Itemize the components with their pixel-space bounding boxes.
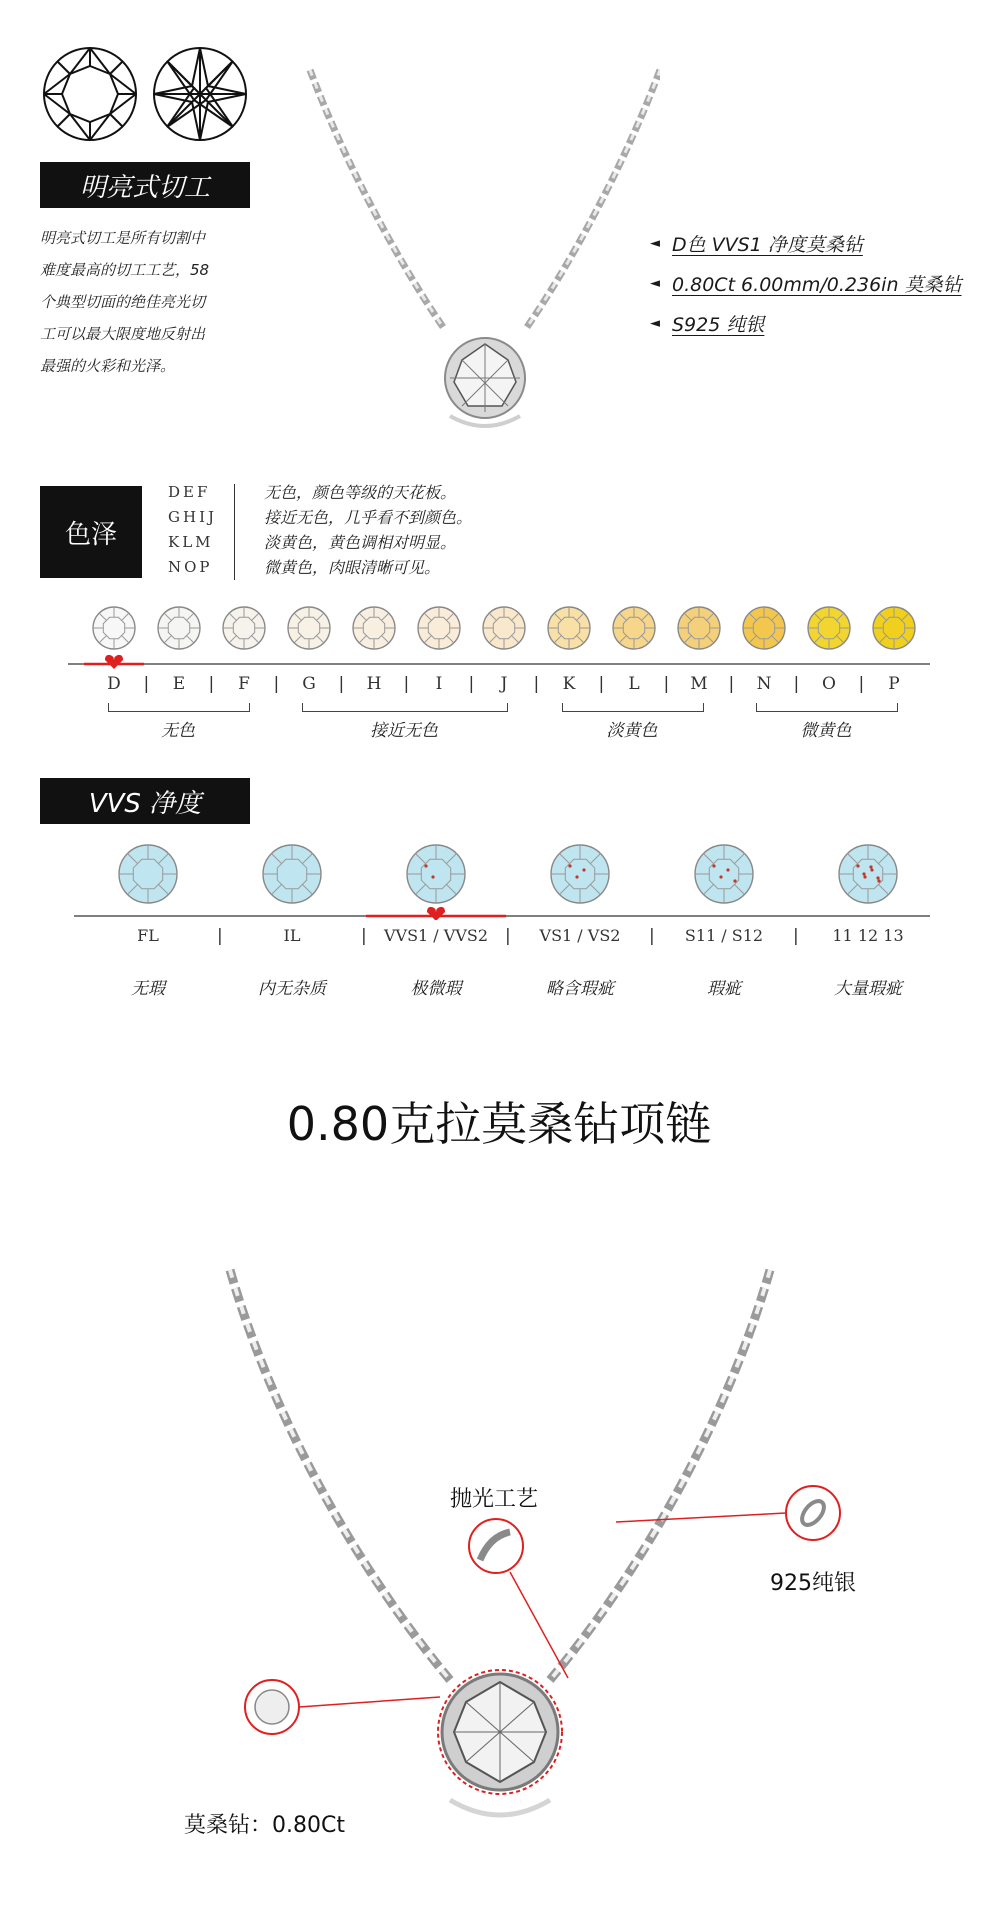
color-diamond bbox=[483, 607, 525, 649]
color-letter: K bbox=[562, 674, 576, 694]
color-description: 接近无色，几乎看不到颜色。 bbox=[264, 508, 473, 527]
clarity-diamond bbox=[119, 845, 177, 903]
color-description: 微黄色，肉眼清晰可见。 bbox=[264, 558, 441, 577]
cut-tag: 明亮式切工 bbox=[40, 162, 250, 208]
clarity-separator: | bbox=[505, 926, 511, 946]
clarity-name: 略含瑕疵 bbox=[546, 979, 614, 999]
color-letter: J bbox=[500, 674, 508, 694]
color-description: 淡黄色，黄色调相对明显。 bbox=[264, 533, 457, 552]
clarity-name: 无瑕 bbox=[131, 979, 165, 999]
polish-callout-label: 抛光工艺 bbox=[450, 1487, 539, 1512]
color-letter: E bbox=[172, 674, 186, 694]
clarity-diamond bbox=[551, 845, 609, 903]
selected-heart-icon bbox=[105, 655, 123, 669]
product-title: 0.80克拉莫桑钻项链 bbox=[286, 1097, 712, 1151]
cut-description-line: 难度最高的切工工艺，58 bbox=[40, 261, 210, 279]
color-letter: M bbox=[690, 674, 708, 694]
spec-item bbox=[650, 270, 962, 297]
group-label: 无色 bbox=[161, 721, 195, 741]
clarity-diamond bbox=[695, 845, 753, 903]
clarity-code: 11 12 13 bbox=[832, 926, 904, 945]
group-label: 淡黄色 bbox=[606, 721, 658, 741]
clarity-separator: | bbox=[361, 926, 367, 946]
letter-separator: | bbox=[663, 674, 670, 694]
color-diamond bbox=[158, 607, 200, 649]
clarity-diamond bbox=[407, 845, 465, 903]
brilliant-cut-bottom-icon bbox=[150, 44, 250, 144]
cut-description-line: 工可以最大限度地反射出 bbox=[40, 325, 206, 343]
color-letter: G bbox=[302, 674, 316, 694]
spec-text: 0.80Ct 6.00mm/0.236in 莫桑钻 bbox=[672, 274, 962, 296]
color-diamond bbox=[418, 607, 460, 649]
letter-separator: | bbox=[468, 674, 475, 694]
clarity-code: VS1 / VS2 bbox=[539, 926, 621, 945]
clarity-name: 内无杂质 bbox=[258, 979, 326, 999]
spec-item bbox=[650, 230, 863, 257]
letter-separator: | bbox=[533, 674, 540, 694]
stone-callout-label: 莫桑钻：0.80Ct bbox=[184, 1813, 345, 1838]
color-diamond bbox=[613, 607, 655, 649]
letter-separator: | bbox=[338, 674, 345, 694]
clarity-name: 极微瑕 bbox=[410, 979, 462, 999]
letter-separator: | bbox=[598, 674, 605, 694]
color-letter: D bbox=[107, 674, 121, 694]
color-diamond bbox=[808, 607, 850, 649]
color-grade: DEF bbox=[168, 483, 211, 501]
color-grade: KLM bbox=[168, 533, 214, 551]
color-grade-list bbox=[168, 480, 232, 580]
group-bracket bbox=[108, 703, 250, 712]
letter-separator: | bbox=[403, 674, 410, 694]
color-diamond bbox=[288, 607, 330, 649]
clarity-separator: | bbox=[217, 926, 223, 946]
clarity-tag: VVS 净度 bbox=[40, 778, 250, 824]
cut-description-line: 最强的火彩和光泽。 bbox=[40, 357, 176, 375]
color-letter: H bbox=[366, 674, 382, 694]
clarity-code: VVS1 / VVS2 bbox=[383, 926, 489, 945]
color-grade: NOP bbox=[168, 558, 213, 576]
color-description: 无色，颜色等级的天花板。 bbox=[264, 483, 457, 502]
necklace-top-image bbox=[280, 60, 660, 450]
clarity-code: S11 / S12 bbox=[684, 926, 764, 945]
selected-heart-icon bbox=[427, 907, 445, 920]
letter-separator: | bbox=[793, 674, 800, 694]
necklace-detail-image bbox=[150, 1260, 850, 1900]
clarity-name: 大量瑕疵 bbox=[834, 979, 902, 999]
color-letter: F bbox=[238, 674, 250, 694]
color-diamond bbox=[873, 607, 915, 649]
spec-text: S925 纯银 bbox=[672, 314, 765, 336]
color-diamond bbox=[353, 607, 395, 649]
letter-separator: | bbox=[143, 674, 150, 694]
left-arrow-icon: ◄ bbox=[650, 236, 660, 251]
left-arrow-icon: ◄ bbox=[650, 276, 660, 291]
color-diamond bbox=[743, 607, 785, 649]
clarity-scale-diamonds bbox=[0, 840, 998, 920]
clarity-separator: | bbox=[793, 926, 799, 946]
group-label: 接近无色 bbox=[370, 721, 438, 741]
color-diamond bbox=[223, 607, 265, 649]
color-diamond bbox=[93, 607, 135, 649]
spec-item bbox=[650, 310, 764, 337]
cut-description-line: 明亮式切工是所有切割中 bbox=[40, 229, 206, 247]
letter-separator: | bbox=[728, 674, 735, 694]
grade-divider bbox=[234, 484, 235, 580]
color-description-list bbox=[264, 480, 472, 580]
color-scale-diamonds bbox=[0, 600, 998, 670]
color-letter: L bbox=[628, 674, 640, 694]
color-diamond bbox=[548, 607, 590, 649]
color-tag: 色泽 bbox=[40, 486, 142, 578]
clarity-code: IL bbox=[283, 926, 301, 945]
brilliant-cut-top-icon bbox=[40, 44, 140, 144]
color-letter: O bbox=[822, 674, 836, 694]
cut-description-line: 个典型切面的绝佳亮光切 bbox=[40, 293, 206, 311]
color-diamond bbox=[678, 607, 720, 649]
group-label: 微黄色 bbox=[800, 721, 852, 741]
group-bracket bbox=[302, 703, 508, 712]
left-arrow-icon: ◄ bbox=[650, 316, 660, 331]
clarity-separator: | bbox=[649, 926, 655, 946]
clarity-code: FL bbox=[137, 926, 159, 945]
group-bracket bbox=[562, 703, 704, 712]
group-bracket bbox=[756, 703, 898, 712]
color-letter: P bbox=[888, 674, 900, 694]
letter-separator: | bbox=[273, 674, 280, 694]
clarity-diamond bbox=[839, 845, 897, 903]
clarity-diamond bbox=[263, 845, 321, 903]
spec-text: D色 VVS1 净度莫桑钻 bbox=[672, 234, 863, 256]
letter-separator: | bbox=[208, 674, 215, 694]
cut-description bbox=[40, 222, 240, 382]
silver-callout-label: 925纯银 bbox=[770, 1571, 856, 1596]
clarity-name: 瑕疵 bbox=[707, 979, 741, 999]
letter-separator: | bbox=[858, 674, 865, 694]
color-letter: N bbox=[756, 674, 772, 694]
color-grade: GHIJ bbox=[168, 508, 218, 526]
color-letter: I bbox=[435, 674, 443, 694]
